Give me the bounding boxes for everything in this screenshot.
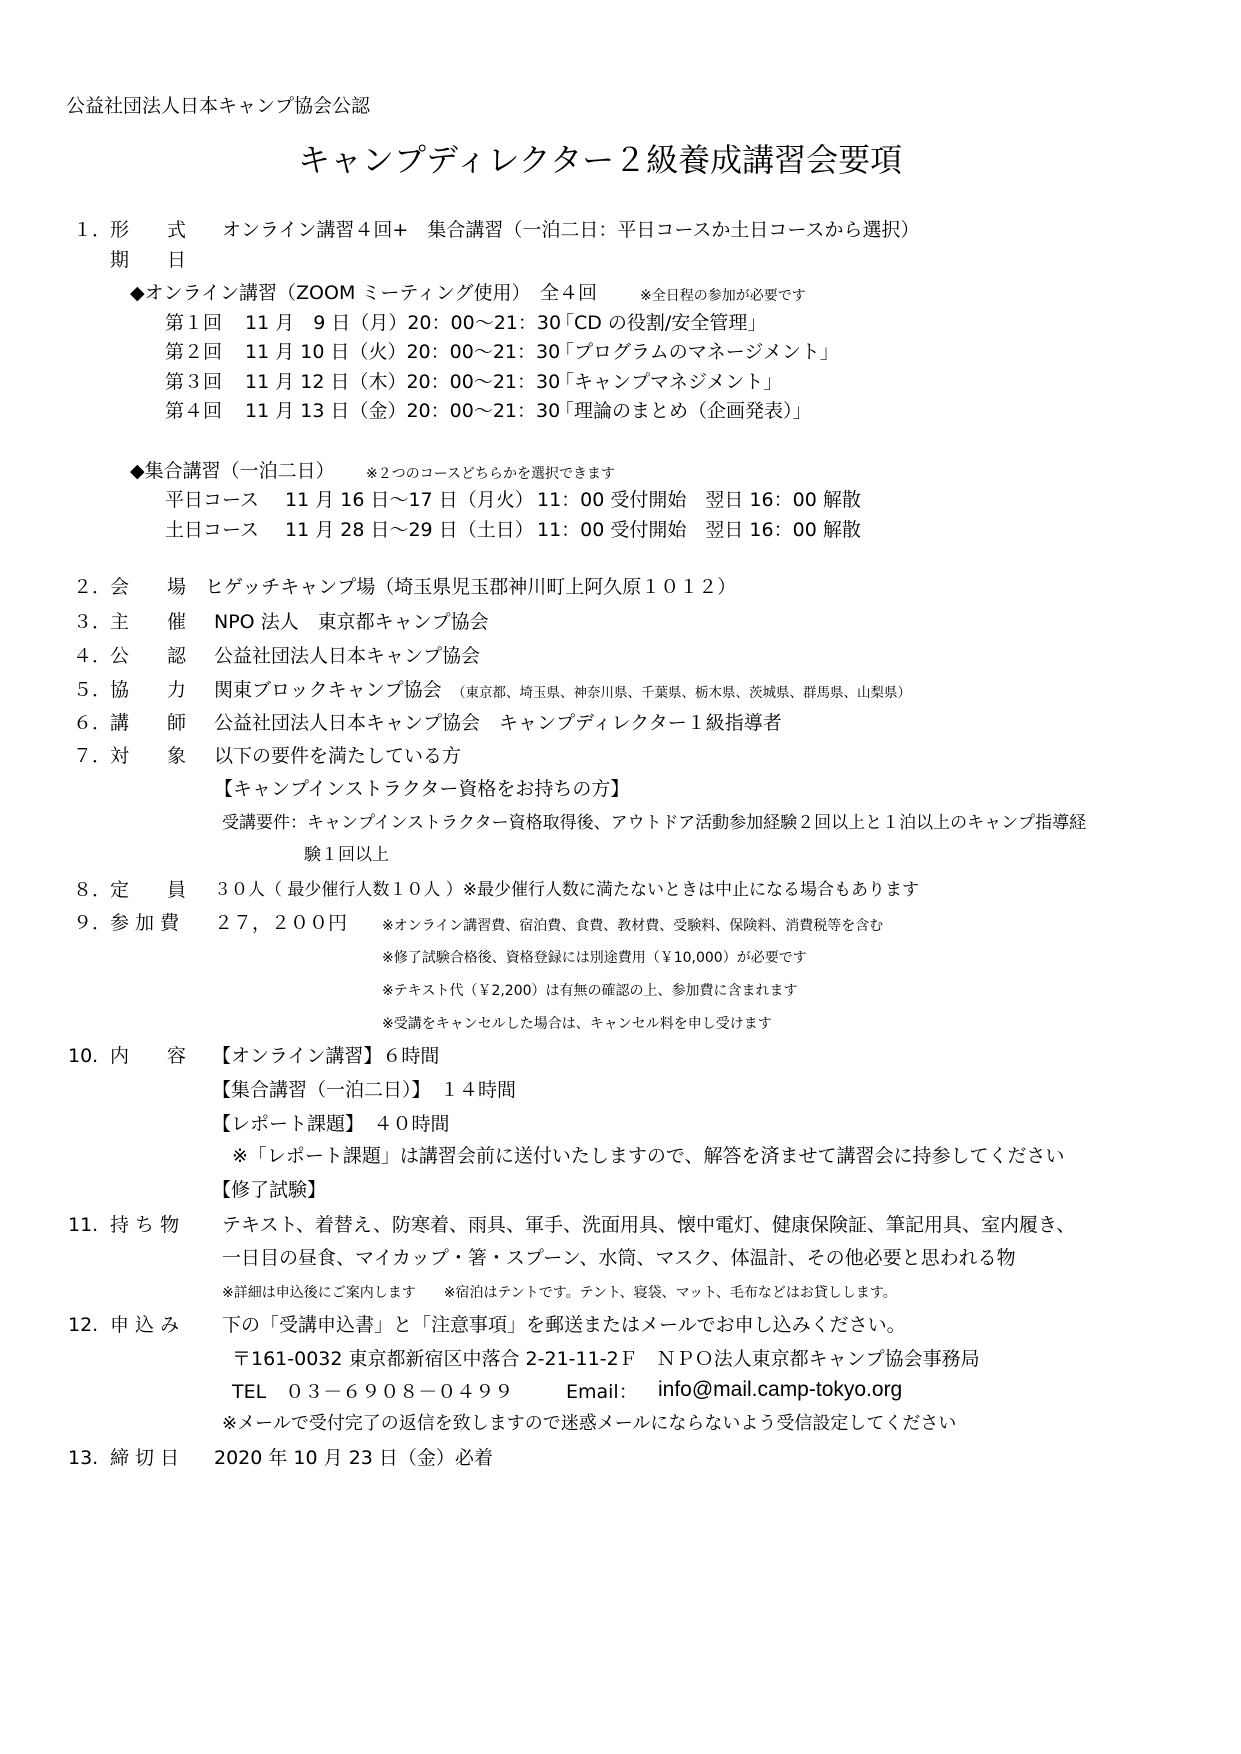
section-4-label: 公 認 [110, 645, 187, 667]
section-12-number: 12. [68, 1314, 99, 1336]
content-camp: 【集合講習（一泊二日）】 １４時間 [212, 1079, 517, 1101]
section-9-number: ９． [73, 912, 112, 934]
session-date: 11 月 12 日（木）20：00～21：30 [245, 371, 561, 393]
section-8-label: 定 員 [110, 879, 187, 901]
section-10-number: 10. [68, 1045, 99, 1067]
section-5-number: ５． [73, 679, 112, 701]
fee-note: ※オンライン講習費、宿泊費、食費、教材費、受験料、保険料、消費税等を含む [382, 918, 884, 934]
course-date: 11 月 28 日～29 日（土日） [285, 519, 534, 541]
session-topic: 「理論のまとめ（企画発表）」 [555, 400, 812, 422]
course-name: 平日コース [165, 489, 260, 511]
fee-note: ※テキスト代（￥2,200）は有無の確認の上、参加費に含まれます [382, 983, 798, 999]
section-7-label: 対 象 [110, 745, 187, 767]
session-topic: 「キャンプマネジメント」 [555, 371, 783, 393]
section-1-date-label: 期 日 [110, 249, 187, 271]
section-7-value: 以下の要件を満たしている方 [214, 745, 462, 767]
section-5-note: （東京都、埼玉県、神奈川県、千葉県、栃木県、茨城県、群馬県、山梨県） [452, 685, 911, 701]
section-11-number: 11. [68, 1214, 99, 1236]
online-note: ※全日程の参加が必要です [640, 288, 806, 304]
section-6-label: 講 師 [110, 712, 187, 734]
section-6-value: 公益社団法人日本キャンプ協会 キャンプディレクター１級指導者 [214, 712, 782, 734]
fee-note: ※修了試験合格後、資格登録には別途費用（￥10,000）が必要です [382, 950, 807, 966]
section-3-value: NPO 法人 東京都キャンプ協会 [214, 611, 489, 633]
session-topic: 「プログラムのマネージメント」 [555, 341, 839, 363]
section-9-label: 参 加 費 [110, 912, 180, 934]
section-4-number: ４． [73, 645, 112, 667]
section-1-number: １． [73, 219, 112, 241]
session-date: 11 月 13 日（金）20：00～21：30 [245, 400, 561, 422]
section-7-requirement: 受講要件：キャンプインストラクター資格取得後、アウトドア活動参加経験２回以上と１泊以上のキャンプ指導経 [222, 813, 1087, 833]
belongings-note: ※詳細は申込後にご案内します ※宿泊はテントです。テント、寝袋、マット、毛布などはお貸しします。 [222, 1285, 897, 1301]
section-7-requirement-cont: 験１回以上 [304, 845, 389, 865]
content-exam: 【修了試験】 [212, 1179, 327, 1201]
section-9-value: ２７，２００円 [214, 912, 348, 934]
content-report-note: ※「レポート課題」は講習会前に送付いたしますので、解答を済ませて講習会に持参してください [232, 1145, 1065, 1167]
section-13-number: 13. [68, 1447, 99, 1469]
office-address: 〒161-0032 東京都新宿区中落合 2-21-11-2Ｆ ＮＰＯ法人東京都キャンプ協会事務局 [232, 1348, 980, 1370]
session-date: 11 月 9 日（月）20：00～21：30 [245, 312, 562, 334]
section-12-label: 申 込 み [110, 1314, 180, 1336]
section-5-label: 協 力 [110, 679, 187, 701]
deadline: 2020 年 10 月 23 日（金）必着 [214, 1447, 493, 1469]
camp-note: ※２つのコースどちらかを選択できます [366, 466, 616, 482]
org-header: 公益社団法人日本キャンプ協会公認 [66, 95, 371, 117]
fee-note: ※受講をキャンセルした場合は、キャンセル料を申し受けます [382, 1016, 772, 1032]
section-1-format: オンライン講習４回+ 集合講習（一泊二日：平日コースか土日コースから選択） [222, 219, 920, 241]
application-instruction: 下の「受講申込書」と「注意事項」を郵送またはメールでお申し込みください。 [222, 1314, 906, 1336]
section-1-label: 形 式 [110, 219, 187, 241]
session-no: 第３回 [165, 371, 223, 393]
belongings-line-2: 一日目の昼食、マイカップ・箸・スプーン、水筒、マスク、体温計、その他必要と思われる物 [222, 1247, 1016, 1269]
section-8-number: ８． [73, 879, 112, 901]
section-10-label: 内 容 [110, 1045, 187, 1067]
session-no: 第４回 [165, 400, 223, 422]
section-11-label: 持 ち 物 [110, 1214, 180, 1236]
office-phone: TEL ０３－６９０８－０４９９ [232, 1381, 514, 1403]
session-no: 第２回 [165, 341, 223, 363]
section-2-value: ヒゲッチキャンプ場（埼玉県児玉郡神川町上阿久原１０１２） [205, 576, 737, 598]
section-3-number: ３． [73, 611, 112, 633]
camp-heading: ◆集合講習（一泊二日） [130, 460, 335, 482]
section-13-label: 締 切 日 [110, 1447, 180, 1469]
section-6-number: ６． [73, 712, 112, 734]
email-label: Email： [566, 1381, 638, 1403]
content-online: 【オンライン講習】６時間 [212, 1045, 440, 1067]
course-name: 土日コース [165, 519, 260, 541]
section-2-number: ２． [73, 576, 112, 598]
content-report: 【レポート課題】 ４０時間 [212, 1113, 450, 1135]
section-4-value: 公益社団法人日本キャンプ協会 [214, 645, 481, 667]
belongings-line-1: テキスト、着替え、防寒着、雨具、軍手、洗面用具、懐中電灯、健康保険証、筆記用具、室内履き、 [222, 1214, 1076, 1236]
section-3-label: 主 催 [110, 611, 187, 633]
email-note: ※メールで受付完了の返信を致しますので迷惑メールにならないよう受信設定してください [222, 1413, 957, 1434]
course-date: 11 月 16 日～17 日（月火） [285, 489, 534, 511]
email-link[interactable]: info@mail.camp-tokyo.org [658, 1378, 903, 1401]
section-7-sub: 【キャンプインストラクター資格をお持ちの方】 [214, 778, 630, 800]
session-date: 11 月 10 日（火）20：00～21：30 [245, 341, 561, 363]
session-topic: 「CD の役割/安全管理」 [555, 312, 767, 334]
page-title: キャンプディレクター２級養成講習会要項 [298, 141, 903, 179]
section-7-number: ７． [73, 745, 112, 767]
session-no: 第１回 [165, 312, 223, 334]
section-5-value: 関東ブロックキャンプ協会 [214, 679, 442, 701]
course-time: 11：00 受付開始 翌日 16：00 解散 [537, 489, 861, 511]
course-time: 11：00 受付開始 翌日 16：00 解散 [537, 519, 861, 541]
online-heading: ◆オンライン講習（ZOOM ミーティング使用） 全４回 [130, 282, 598, 304]
section-8-value: ３０人（ 最少催行人数１０人 ）※最少催行人数に満たないときは中止になる場合もあります [214, 880, 920, 900]
section-2-label: 会 場 [110, 576, 187, 598]
